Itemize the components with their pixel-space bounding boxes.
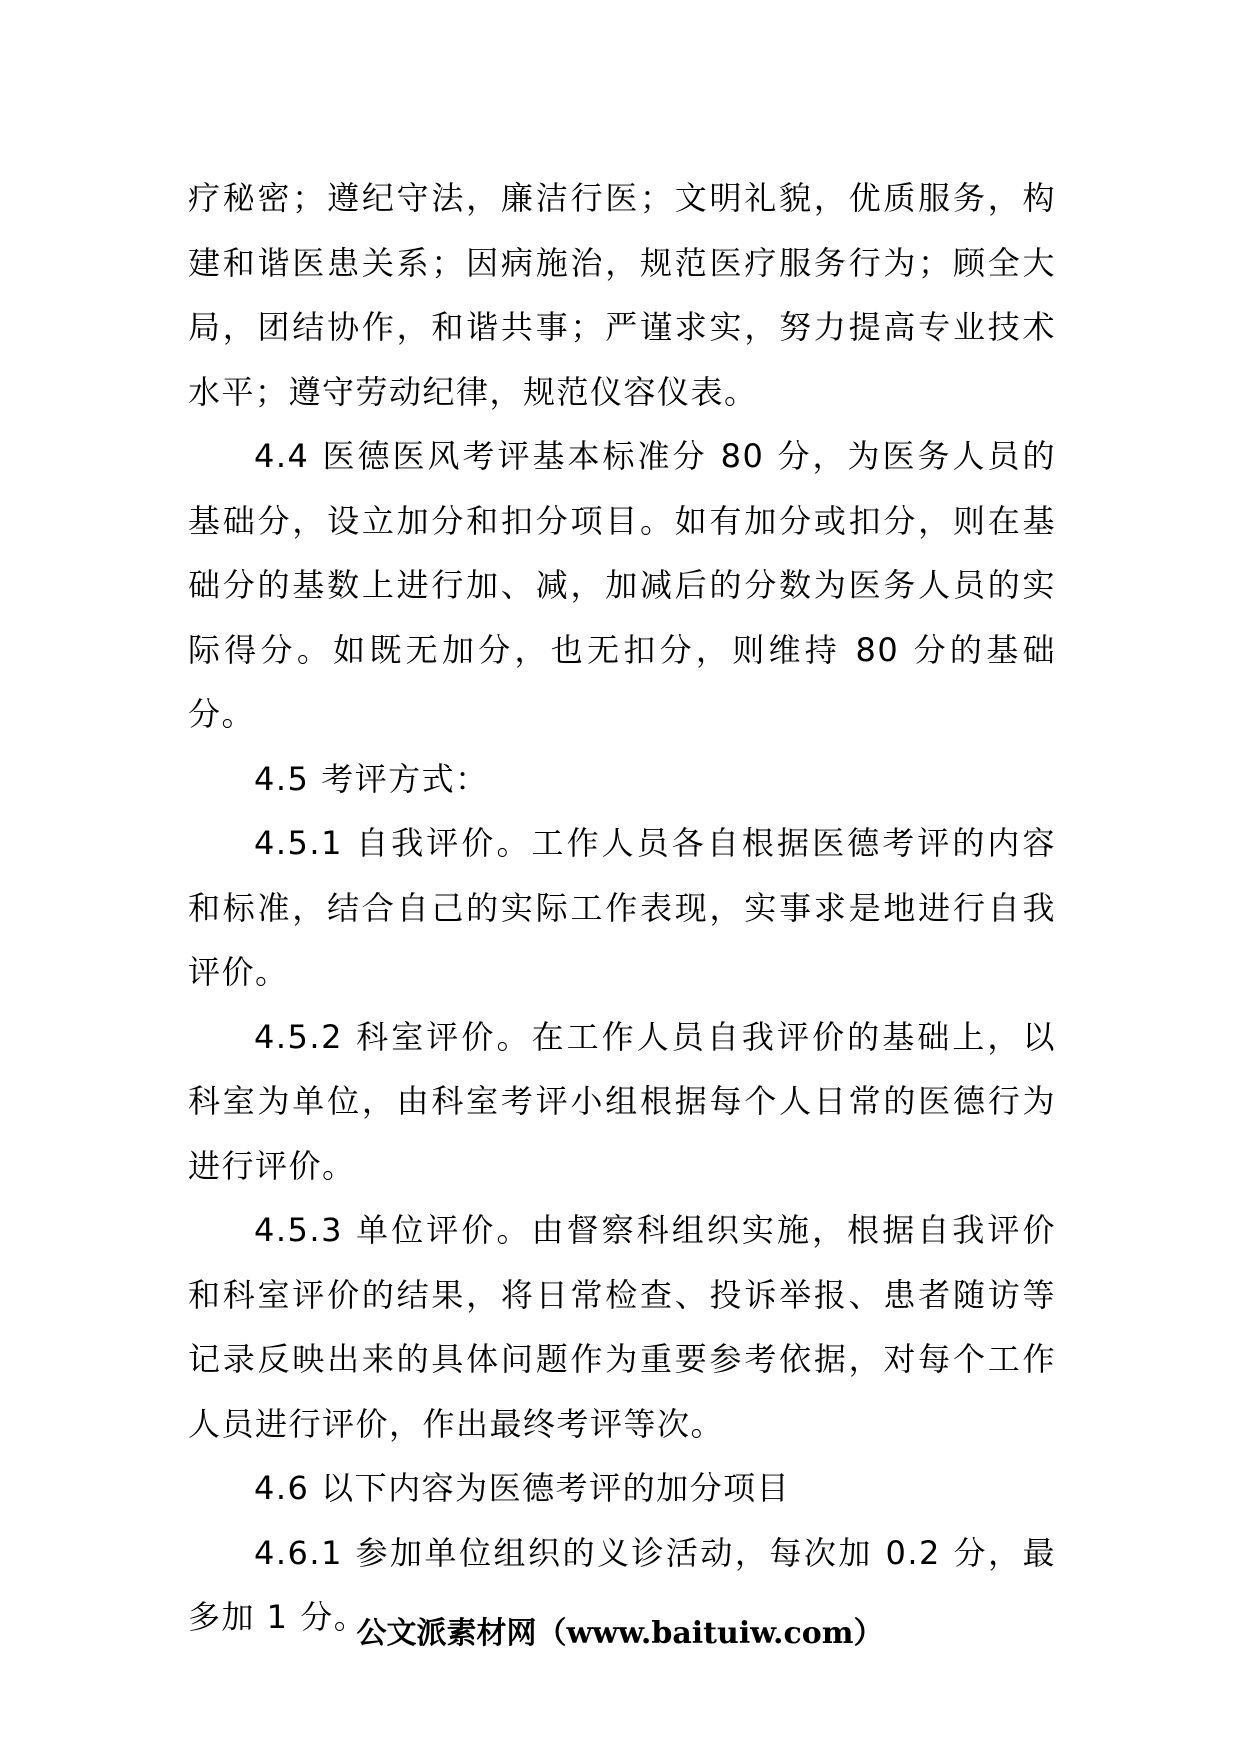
footer-watermark: 公文派素材网（www.baituiw.com） [356, 1616, 884, 1651]
paragraph-4-5-2: 4.5.2 科室评价。在工作人员自我评价的基础上，以科室为单位，由科室考评小组根据每个人日常的医德行为进行评价。 [188, 1017, 1056, 1185]
paragraph-4-6: 4.6 以下内容为医德考评的加分项目 [254, 1469, 791, 1507]
paragraph-4-5-3: 4.5.3 单位评价。由督察科组织实施，根据自我评价和科室评价的结果，将日常检查、投诉举报、患者随访等记录反映出来的具体问题作为重要参考依据，对每个工作人员进行评价，作出最终考评等次。 [188, 1211, 1056, 1443]
paragraph-4-4: 4.4 医德医风考评基本标准分 80 分，为医务人员的基础分，设立加分和扣分项目。如有加分或扣分，则在基础分的基数上进行加、减，加减后的分数为医务人员的实际得分。如既无加分，也无扣分，则维持 80 分的基础分。 [188, 437, 1056, 733]
paragraph-continuation: 疗秘密；遵纪守法，廉洁行医；文明礼貌，优质服务，构建和谐医患关系；因病施治，规范医疗服务行为；顾全大局，团结协作，和谐共事；严谨求实，努力提高专业技术水平；遵守劳动纪律，规范仪容仪表。 [188, 179, 1056, 411]
paragraph-4-6-1: 4.6.1 参加单位组织的义诊活动，每次加 0.2 分，最多加 1 分。 [188, 1533, 1056, 1636]
paragraph-4-5-1: 4.5.1 自我评价。工作人员各自根据医德考评的内容和标准，结合自己的实际工作表现，实事求是地进行自我评价。 [188, 824, 1056, 991]
paragraph-4-5: 4.5 考评方式： [254, 759, 489, 798]
document-body [188, 166, 1056, 1650]
